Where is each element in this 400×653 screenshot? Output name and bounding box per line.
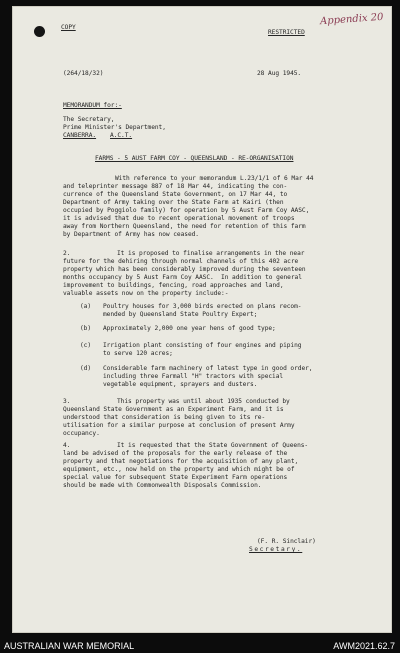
para1-line: by Department of Army has now ceased. (63, 231, 199, 238)
file-reference: (264/18/32) (63, 70, 104, 77)
classification-label: RESTRICTED (268, 29, 305, 36)
institution-name: AUSTRALIAN WAR MEMORIAL (4, 641, 135, 651)
para3-line: Queensland State Government as an Experiment Farm, and it is (63, 406, 284, 413)
item-label: (b) (80, 325, 92, 332)
para3-line: occupancy. (63, 430, 100, 437)
para4-number: 4. (63, 442, 71, 449)
archive-reference: AWM2021.62.7 (333, 641, 395, 651)
item-line: Approximately 2,000 one year hens of good type; (103, 325, 276, 332)
para1-line: Department of Army taking over the State Farm at Kairi (then (63, 199, 284, 206)
para4-line: special value for subsequent State Experiment Farm operations (63, 474, 288, 481)
item-line: to serve 120 acres; (103, 350, 173, 357)
para4-line: It is requested that the State Government of Queens- (117, 442, 309, 449)
para1-line: it is advised that due to recent operational movement of troops (63, 215, 295, 222)
item-label: (c) (80, 342, 92, 349)
para2-line: improvement to buildings, fencing, road approaches and land, (63, 282, 284, 289)
item-line: Considerable farm machinery of latest type in good order, (103, 365, 313, 372)
recipient-city: CANBERRA. (63, 132, 97, 139)
item-line: vegetable equipment, sprayers and dusters. (103, 381, 258, 388)
subject-heading: FARMS - 5 AUST FARM COY - QUEENSLAND - RE-ORGANISATION (95, 155, 294, 162)
para4-line: property and that negotiations for the acquisition of any plant, (63, 458, 299, 465)
document-date: 28 Aug 1945. (257, 70, 302, 77)
para2-line: future for the dehiring through normal channels of this 402 acre (63, 258, 299, 265)
para1-line: away from Northern Queensland, the need for retention of this farm (63, 223, 306, 230)
para2-line: property which has been considerably improved during the seventeen (63, 266, 306, 273)
item-line: Irrigation plant consisting of four engines and piping (103, 342, 302, 349)
para1-line: currence of the Queensland State Government, on 17 Mar 44, to (63, 191, 288, 198)
item-label: (d) (80, 365, 92, 372)
item-line: Poultry houses for 3,000 birds erected on plans recom- (103, 303, 302, 310)
archive-footer (0, 638, 400, 653)
para1-line: With reference to your memorandum L.23/1/1 of 6 Mar 44 (115, 175, 314, 182)
recipient-territory: A.C.T. (110, 132, 133, 139)
para2-line: It is proposed to finalise arrangements in the near (117, 250, 305, 257)
copy-label: COPY (61, 24, 76, 31)
item-line: including three Farmall "H" tractors with special (103, 373, 284, 380)
para4-line: land be advised of the proposals for the early release of the (63, 450, 288, 457)
recipient-line-1: The Secretary, (63, 116, 115, 123)
signatory-name: (F. R. Sinclair) (257, 538, 316, 545)
para4-line: should be made with Commonwealth Disposals Commission. (63, 482, 262, 489)
memo-heading: MEMORANDUM for:- (63, 102, 122, 109)
item-line: mended by Queensland State Poultry Expert; (103, 311, 258, 318)
document-page (12, 6, 392, 633)
para3-number: 3. (63, 398, 71, 405)
para2-number: 2. (63, 250, 71, 257)
para3-line: understood that consideration is being given to its re- (63, 414, 266, 421)
para2-line: valuable assets now on the property include:- (63, 290, 229, 297)
para4-line: equipment, etc., now held on the property and which might be of (63, 466, 295, 473)
recipient-line-2: Prime Minister's Department, (63, 124, 166, 131)
handwritten-annotation: Appendix 20 (319, 11, 384, 28)
punch-hole (34, 26, 45, 37)
para2-line: months occupancy by 5 Aust Farm Coy AASC. In addition to general (63, 274, 302, 281)
item-label: (a) (80, 303, 92, 310)
para3-line: This property was until about 1935 conducted by (117, 398, 290, 405)
para3-line: utilisation for a similar purpose at conclusion of present Army (63, 422, 295, 429)
para1-line: occupied by Poggiolo family) for operation by 5 Aust Farm Coy AASC, (63, 207, 310, 214)
para1-line: and teleprinter message 887 of 18 Mar 44, indicating the con- (63, 183, 288, 190)
signatory-title: Secretary. (249, 546, 303, 553)
